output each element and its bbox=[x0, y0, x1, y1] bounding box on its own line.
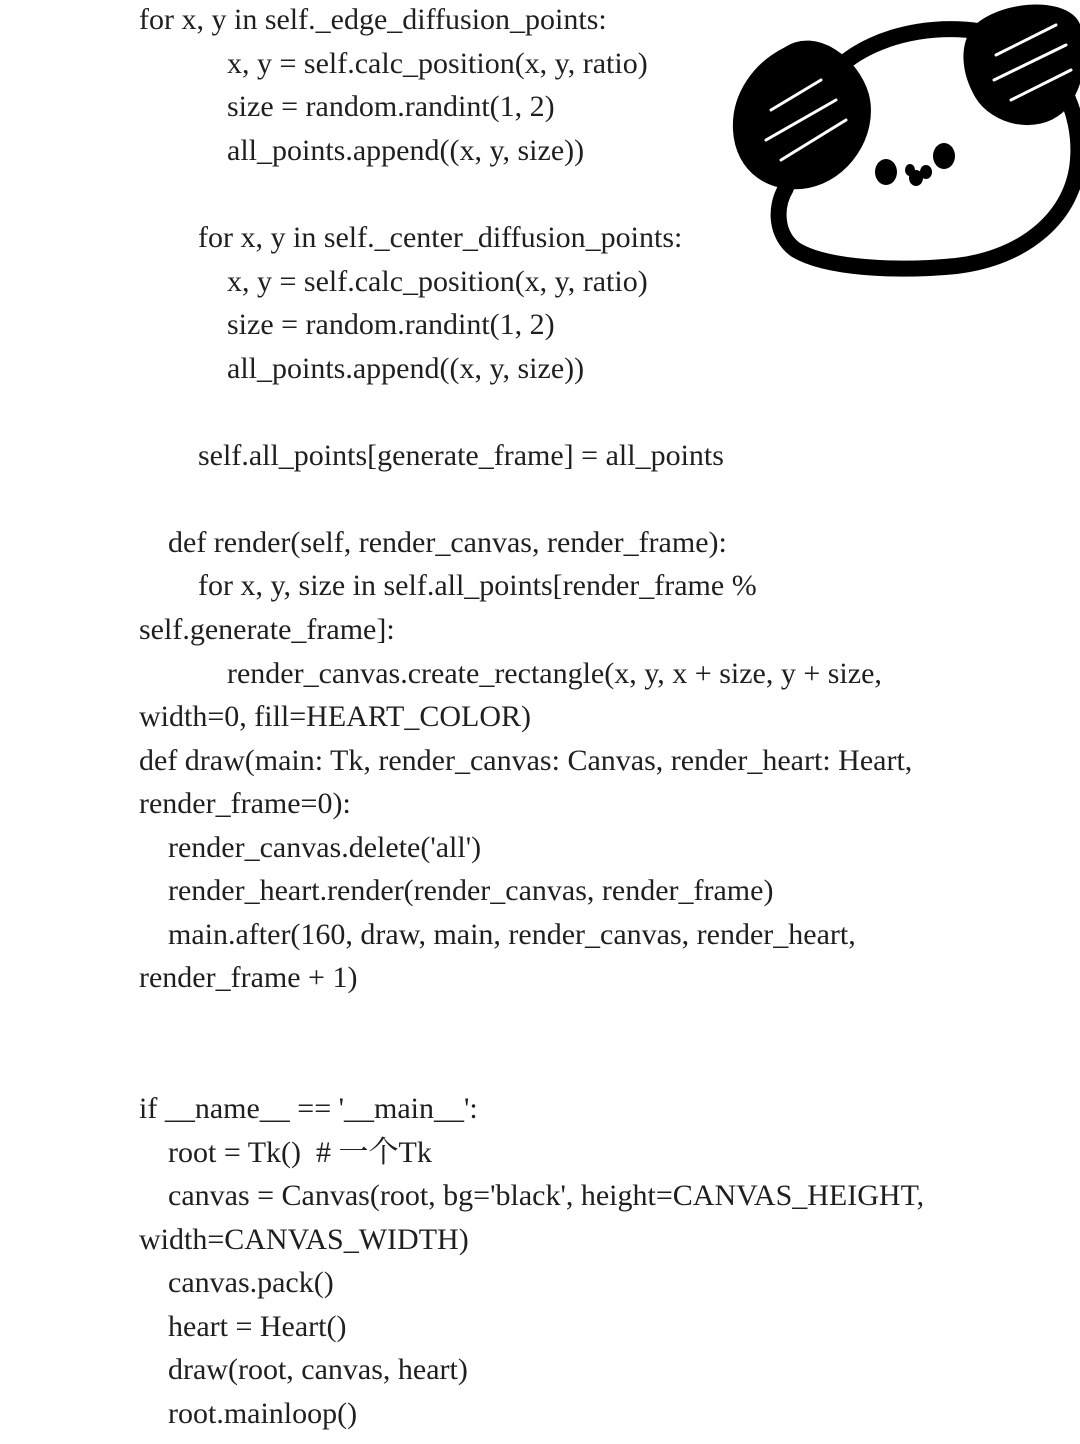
code-line: canvas.pack() bbox=[168, 1266, 334, 1299]
code-line: root.mainloop() bbox=[168, 1397, 358, 1430]
code-line: if __name__ == '__main__': bbox=[139, 1092, 478, 1125]
code-line: for x, y in self._edge_diffusion_points: bbox=[139, 3, 607, 36]
code-line: canvas = Canvas(root, bg='black', height=CANVAS_HEIGHT, bbox=[168, 1179, 925, 1212]
code-line: root = Tk() # 一个Tk bbox=[168, 1136, 432, 1169]
code-line: all_points.append((x, y, size)) bbox=[227, 352, 585, 385]
code-line: self.generate_frame]: bbox=[139, 613, 395, 646]
code-line: render_canvas.create_rectangle(x, y, x + size, y + size, bbox=[227, 657, 882, 690]
code-line: heart = Heart() bbox=[168, 1310, 347, 1343]
code-line: def render(self, render_canvas, render_frame): bbox=[168, 526, 727, 559]
code-line: render_frame + 1) bbox=[139, 961, 358, 994]
code-line: for x, y in self._center_diffusion_points: bbox=[198, 221, 683, 254]
code-line: size = random.randint(1, 2) bbox=[227, 90, 555, 123]
code-line: width=CANVAS_WIDTH) bbox=[139, 1223, 469, 1256]
code-line: size = random.randint(1, 2) bbox=[227, 308, 555, 341]
code-line: main.after(160, draw, main, render_canvas, render_heart, bbox=[168, 918, 856, 951]
panda-face-doodle-icon bbox=[726, 0, 1080, 280]
code-line: draw(root, canvas, heart) bbox=[168, 1353, 468, 1386]
code-line: render_frame=0): bbox=[139, 787, 351, 820]
code-line: def draw(main: Tk, render_canvas: Canvas, render_heart: Heart, bbox=[139, 744, 913, 777]
code-line: all_points.append((x, y, size)) bbox=[227, 134, 585, 167]
code-line: self.all_points[generate_frame] = all_points bbox=[198, 439, 724, 472]
code-line: for x, y, size in self.all_points[render_frame % bbox=[198, 569, 757, 602]
code-line: render_heart.render(render_canvas, render_frame) bbox=[168, 874, 774, 907]
code-line: render_canvas.delete('all') bbox=[168, 831, 482, 864]
code-line: x, y = self.calc_position(x, y, ratio) bbox=[227, 265, 648, 298]
code-line: x, y = self.calc_position(x, y, ratio) bbox=[227, 47, 648, 80]
code-line: width=0, fill=HEART_COLOR) bbox=[139, 700, 532, 733]
